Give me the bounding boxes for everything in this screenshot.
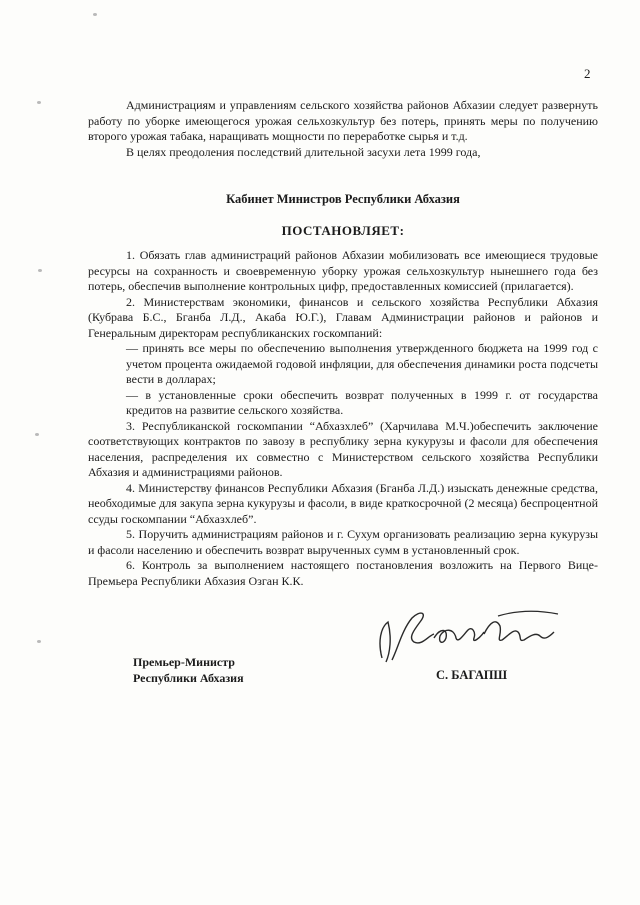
page-number: 2 — [584, 66, 591, 81]
issuer-heading: Кабинет Министров Республики Абхазия — [226, 192, 460, 206]
signatory-title — [133, 654, 244, 686]
handwritten-signature — [368, 598, 578, 668]
scan-mark — [38, 269, 42, 272]
decree-subpoint: — в установленные сроки обеспечить возврат полученных в 1999 г. от государства кредитов на развитие сельского хозяйства. — [126, 387, 598, 417]
scan-mark — [37, 640, 41, 643]
decree-point: 1. Обязать глав администраций районов Абхазии мобилизовать все имеющиеся трудовые ресурсы на сохранность и своевременную уборку урожая сельхозкультур нынешнего года без потерь, обеспечив выполнение контрольных цифр, предоставленных комиссией (прилагается). — [88, 248, 598, 293]
signatory-title-line: Республики Абхазия — [133, 671, 244, 685]
intro-paragraph: В целях преодоления последствий длительной засухи лета 1999 года, — [126, 144, 481, 159]
scan-mark — [93, 13, 97, 16]
decree-heading: ПОСТАНОВЛЯЕТ: — [281, 223, 405, 238]
intro-text — [88, 98, 598, 160]
signatory-name: С. БАГАПШ — [436, 668, 508, 682]
decree-point: 5. Поручить администрациям районов и г. Сухум организовать реализацию зерна кукурузы и фасоли населению и обеспечить возврат вырученных сумм в установленный срок. — [88, 527, 598, 557]
scan-mark — [37, 101, 41, 104]
decree-point: 4. Министерству финансов Республики Абхазия (Бганба Л.Д.) изыскать денежные средства, необходимые для закупа зерна кукурузы и фасоли, в виде краткосрочной (2 месяца) беспроцентной ссуды госкомпании “Абхазхлеб”. — [88, 480, 598, 526]
signatory-title-line: Премьер-Министр — [133, 655, 235, 669]
decree-points — [88, 248, 598, 589]
decree-subpoint: — принять все меры по обеспечению выполнения утвержденного бюджета на 1999 год с учетом процента ожидаемой годовой инфляции, для обеспечения динамики роста подсчеты вести в долларах; — [126, 341, 598, 386]
decree-point: 2. Министерствам экономики, финансов и сельского хозяйства Республики Абхазия (Кубрава Б.С., Бганба Л.Д., Акаба Ю.Г.), Главам Администрации районов и районов и Генеральным директорам республиканских госкомпаний: — [88, 294, 598, 340]
intro-paragraph: Администрациям и управлениям сельского хозяйства районов Абхазии следует развернуть работу по уборке имеющегося урожая сельхозкультур без потерь, принять меры по получению второго урожая табака, наращивать мощности по переработке сырья и т.д. — [88, 98, 598, 144]
decree-point: 3. Республиканской госкомпании “Абхазхлеб” (Харчилава М.Ч.)обеспечить заключение соответствующих контрактов по завозу в республику зерна кукурузы и фасоли для обеспечения населения, распределения их совместно с Министерством сельского хозяйства Республики Абхазия и администрациями районов. — [88, 418, 598, 479]
scan-mark — [35, 433, 39, 436]
decree-point: 6. Контроль за выполнением настоящего постановления возложить на Первого Вице-Премьера Республики Абхазия Озган К.К. — [88, 558, 598, 588]
